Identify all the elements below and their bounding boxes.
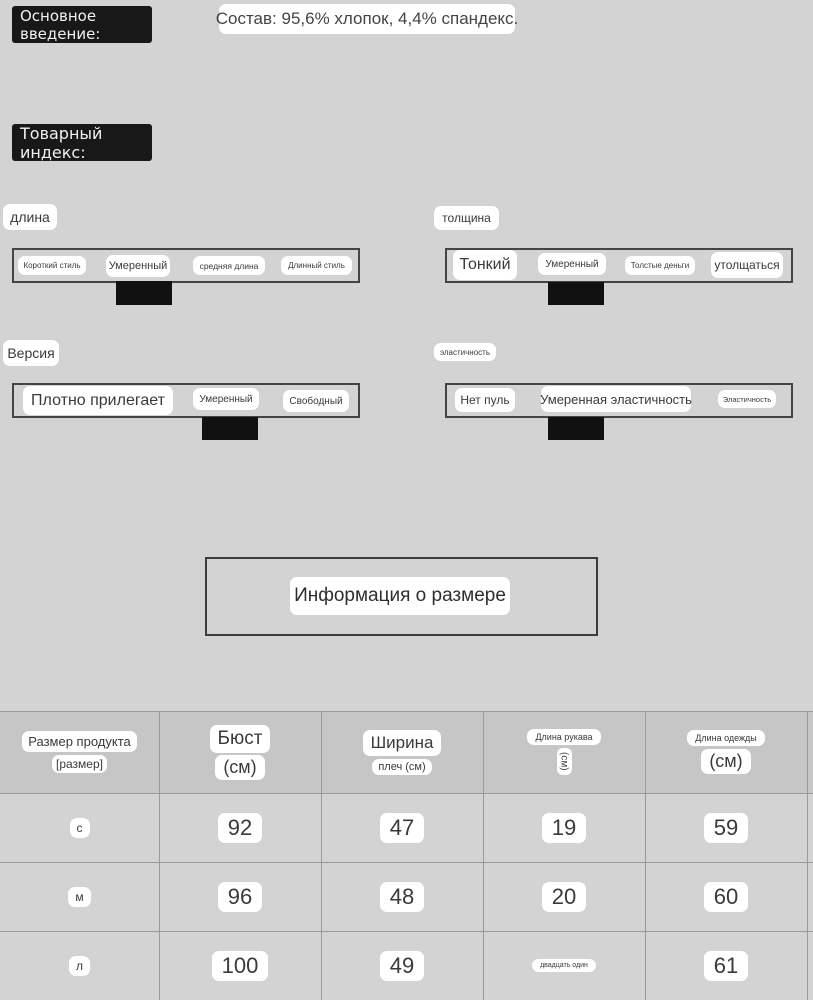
table-cell: [321, 862, 483, 931]
shoulder-value: 47: [380, 813, 424, 843]
table-cell: [159, 931, 321, 1000]
table-cell: [645, 931, 807, 1000]
fit-option-tight: Плотно прилегает: [23, 386, 173, 415]
elasticity-selected-marker: [548, 417, 604, 440]
bust-value: 96: [218, 882, 262, 912]
elasticity-option-elastic: Эластичность: [718, 390, 776, 408]
size-label: л: [69, 956, 90, 976]
bust-value: 100: [212, 951, 269, 981]
header-bust-line1: Бюст: [210, 725, 271, 753]
thickness-option-thickened: утолщаться: [711, 252, 783, 278]
length-selected-marker: [116, 281, 172, 305]
elasticity-option-moderate: Умеренная эластичность: [541, 386, 691, 412]
thickness-option-thin: Тонкий: [453, 250, 517, 280]
intro-label: Основное введение:: [12, 6, 152, 43]
shoulder-value: 49: [380, 951, 424, 981]
header-sleeve-line2: (см): [557, 748, 572, 775]
size-info-title: Информация о размере: [290, 577, 510, 615]
size-label: с: [70, 818, 90, 838]
thickness-title: толщина: [434, 206, 499, 230]
sleeve-value: двадцать один: [532, 959, 596, 972]
size-table: [0, 711, 813, 1000]
thickness-selected-marker: [548, 282, 604, 305]
header-length-line2: (см): [701, 749, 750, 774]
table-cell: [321, 793, 483, 862]
header-size: [0, 711, 159, 793]
thickness-option-thick: Толстые деньги: [625, 256, 695, 275]
length-value: 61: [704, 951, 748, 981]
header-shoulder-line1: Ширина: [363, 730, 442, 756]
table-cell: [483, 862, 645, 931]
header-length: [645, 711, 807, 793]
fit-selected-marker: [202, 417, 258, 440]
composition-text: Состав: 95,6% хлопок, 4,4% спандекс.: [219, 4, 515, 34]
length-option-long: Длинный стиль: [281, 256, 352, 275]
index-label: Товарный индекс:: [12, 124, 152, 161]
length-option-moderate: Умеренный: [106, 255, 170, 277]
header-bust-line2: (см): [215, 755, 264, 780]
table-cell: [321, 931, 483, 1000]
length-option-short: Короткий стиль: [18, 256, 86, 275]
table-cell: [0, 862, 159, 931]
elasticity-option-none: Нет пуль: [455, 388, 515, 412]
table-cell: [645, 793, 807, 862]
length-title: длина: [3, 204, 57, 230]
table-cell: [0, 793, 159, 862]
table-cell: [483, 931, 645, 1000]
header-shoulder: [321, 711, 483, 793]
header-size-line2: [размер]: [52, 755, 107, 773]
header-length-line1: Длина одежды: [687, 730, 765, 746]
fit-option-loose: Свободный: [283, 390, 349, 412]
size-label: м: [68, 887, 90, 907]
header-shoulder-line2: плеч (см): [372, 759, 431, 775]
elasticity-title: эластичность: [434, 343, 496, 361]
length-option-medium: средняя длина: [193, 256, 265, 275]
table-cell: [645, 862, 807, 931]
length-value: 59: [704, 813, 748, 843]
shoulder-value: 48: [380, 882, 424, 912]
table-divider: [807, 711, 808, 1000]
thickness-option-moderate: Умеренный: [538, 253, 606, 275]
table-cell: [0, 931, 159, 1000]
table-cell: [159, 793, 321, 862]
fit-title: Версия: [3, 340, 59, 366]
sleeve-value: 20: [542, 882, 586, 912]
sleeve-value: 19: [542, 813, 586, 843]
header-size-line1: Размер продукта: [22, 731, 136, 752]
table-cell: [159, 862, 321, 931]
table-cell: [483, 793, 645, 862]
bust-value: 92: [218, 813, 262, 843]
header-sleeve-line1: Длина рукава: [527, 729, 600, 745]
header-bust: [159, 711, 321, 793]
fit-option-moderate: Умеренный: [193, 388, 259, 410]
header-sleeve: [483, 711, 645, 793]
length-value: 60: [704, 882, 748, 912]
